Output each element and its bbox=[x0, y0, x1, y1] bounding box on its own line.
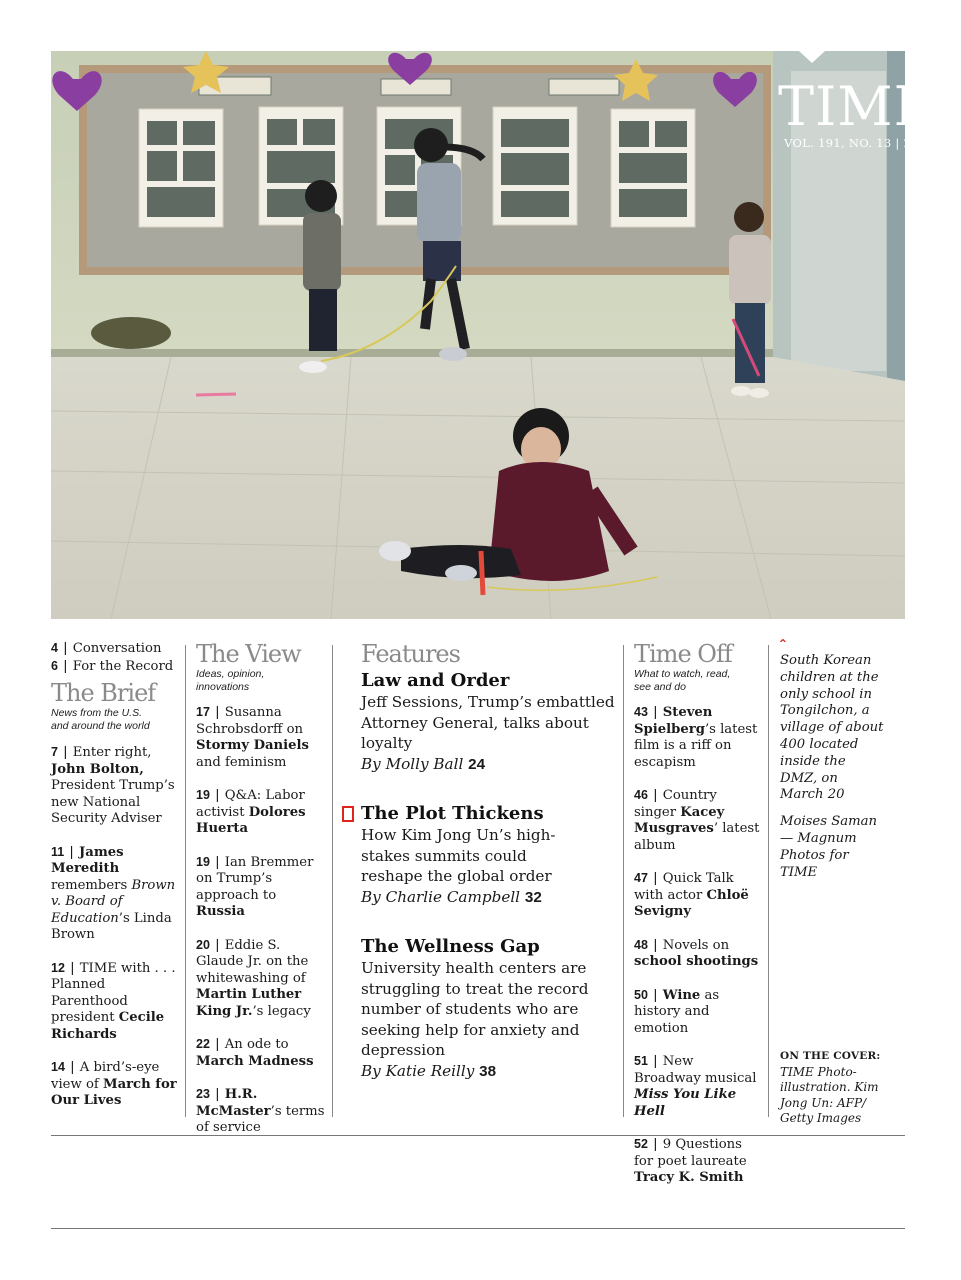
photo-caption bbox=[780, 638, 885, 881]
list-item[interactable]: 4 | Conversation bbox=[51, 641, 162, 656]
caption-text: South Korean children at the only school in Tongilchon, a village of about 400 located inside the DMZ, on March 20 bbox=[780, 653, 884, 803]
section-title-brief: The Brief bbox=[51, 679, 156, 707]
section-subtitle-brief: News from the U.S. and around the world bbox=[51, 707, 150, 732]
list-item[interactable]: 7 | Enter right, John Bolton, President Trump’s new National Security Adviser bbox=[51, 745, 175, 826]
list-item[interactable]: 6 | For the Record bbox=[51, 658, 174, 674]
list-item[interactable]: 50 | Wine as history and emotion bbox=[634, 987, 720, 1036]
list-item[interactable]: 19 | Ian Bremmer on Trump’s approach to Russia bbox=[196, 854, 314, 919]
cover-text: TIME Photo-illustration. Kim Jong Un: AFP/ Getty Images bbox=[780, 1064, 879, 1125]
list-item[interactable]: 51 | New Broadway musical Miss You Like Hell bbox=[634, 1054, 757, 1119]
masthead bbox=[777, 75, 934, 150]
photo-classroom-illustration bbox=[51, 51, 905, 619]
list-item[interactable]: 19 | Q&A: Labor activist Dolores Huerta bbox=[196, 788, 306, 836]
feature-wellness-gap[interactable]: The Wellness Gap University health centers are struggling to treat the record number of students who are seeking help for anxiety and depression By Katie Reilly 38 bbox=[361, 936, 589, 1080]
list-item[interactable]: 11 | James Meredith remembers Brown v. Board of Education’s Linda Brown bbox=[51, 844, 176, 942]
photo-credit: Moises Saman— Magnum Photos for TIME bbox=[780, 814, 877, 880]
list-item[interactable]: 12 | TIME with . . . Planned Parenthood president Cecile Richards bbox=[51, 960, 176, 1042]
section-subtitle-timeoff: What to watch, read, see and do bbox=[634, 668, 731, 693]
features-column bbox=[361, 640, 616, 1082]
list-item[interactable]: 46 | Country singer Kacey Musgraves’ latest album bbox=[634, 788, 760, 853]
list-item[interactable]: 52 | 9 Questions for poet laureate Tracy K. Smith bbox=[634, 1137, 747, 1185]
view-column bbox=[196, 640, 326, 1137]
footer-rule bbox=[51, 1228, 905, 1229]
masthead-notch bbox=[799, 51, 825, 63]
volume-info: VOL. 191, NO. 13 | 2018 bbox=[784, 136, 934, 150]
timeoff-column bbox=[634, 640, 762, 1187]
cover-info bbox=[780, 1048, 885, 1127]
time-logo: TIME bbox=[777, 75, 934, 138]
list-item[interactable]: 47 | Quick Talk with actor Chloë Sevigny bbox=[634, 871, 749, 919]
section-subtitle-view: Ideas, opinion, innovations bbox=[196, 668, 265, 693]
feature-law-and-order[interactable]: Law and Order Jeff Sessions, Trump’s embattled Attorney General, talks about loyalty By Molly Ball 24 bbox=[361, 670, 615, 773]
section-title-features: Features bbox=[361, 640, 460, 668]
left-column bbox=[51, 640, 179, 1126]
section-title-timeoff: Time Off bbox=[634, 640, 732, 668]
column-divider bbox=[332, 645, 333, 1117]
list-item[interactable]: 20 | Eddie S. Glaude Jr. on the whitewashing of Martin Luther King Jr.’s legacy bbox=[196, 937, 311, 1019]
list-item[interactable]: 48 | Novels on school shootings bbox=[634, 937, 759, 969]
cover-label: ON THE COVER: bbox=[780, 1050, 881, 1062]
section-title-view: The View bbox=[196, 640, 301, 668]
list-item[interactable]: 43 | Steven Spielberg’s latest film is a riff on escapism bbox=[634, 705, 758, 770]
list-item[interactable]: 23 | H.R. McMaster’s terms of service bbox=[196, 1087, 325, 1135]
column-divider bbox=[185, 645, 186, 1117]
cover-story-marker-icon bbox=[342, 806, 354, 822]
feature-plot-thickens[interactable]: The Plot Thickens How Kim Jong Un’s high-stakes summits could reshape the global order By Charlie Campbell 32 bbox=[361, 803, 616, 908]
column-divider bbox=[768, 645, 769, 1117]
cover-photo bbox=[51, 51, 905, 619]
list-item[interactable]: 22 | An ode to March Madness bbox=[196, 1037, 314, 1069]
list-item[interactable]: 14 | A bird’s-eye view of March for Our Lives bbox=[51, 1060, 177, 1108]
column-divider bbox=[623, 645, 624, 1117]
list-item[interactable]: 17 | Susanna Schrobsdorff on Stormy Daniels and feminism bbox=[196, 705, 309, 770]
bottom-rule bbox=[51, 1135, 905, 1136]
caret-up-icon: ˆ bbox=[780, 638, 786, 655]
